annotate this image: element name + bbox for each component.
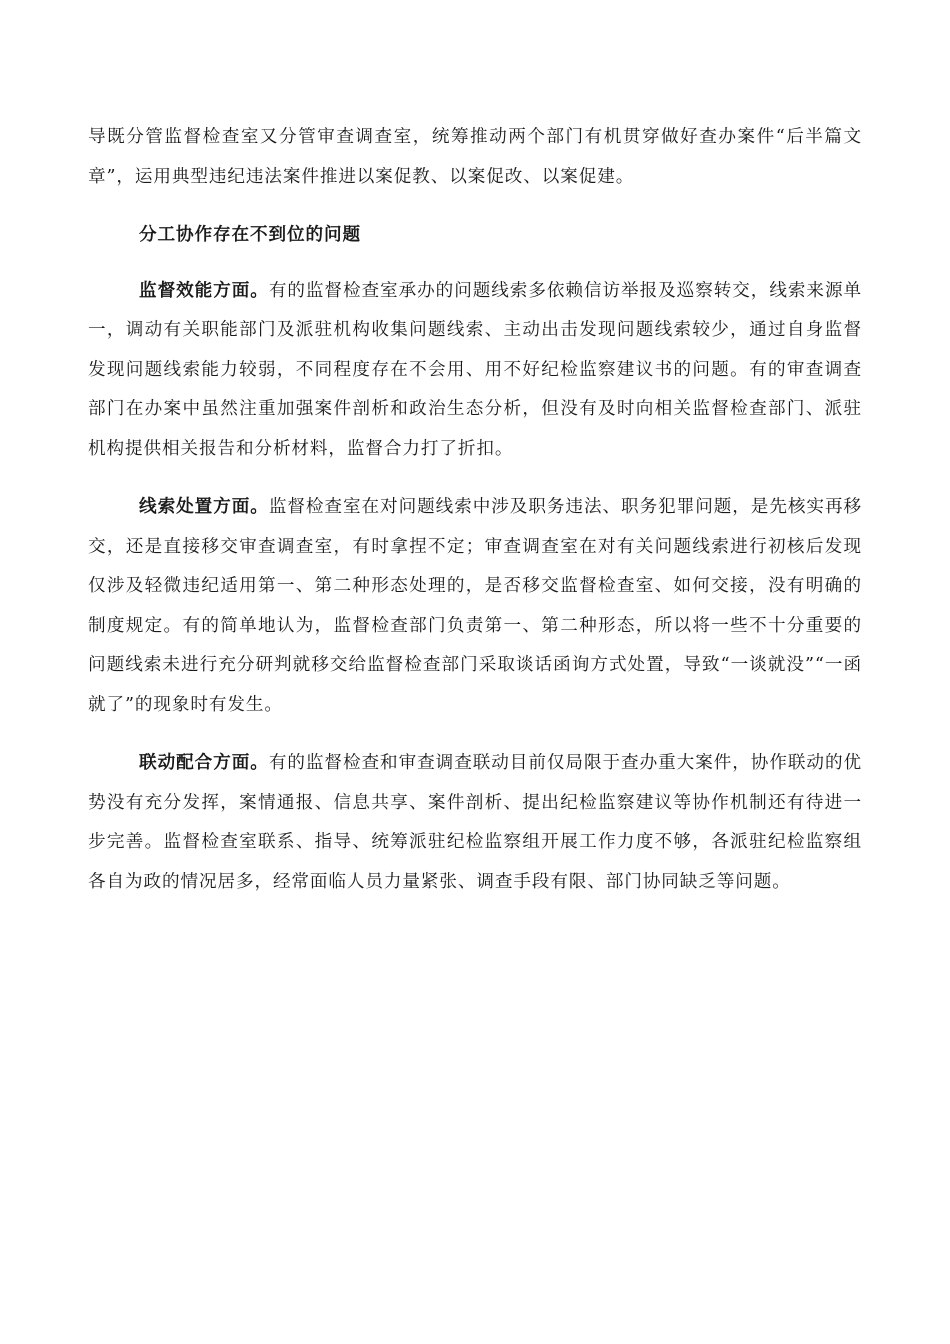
- paragraph-clue-handling: [88, 487, 862, 725]
- paragraph-coordination: [88, 743, 862, 902]
- section-heading: 分工协作存在不到位的问题: [139, 224, 361, 245]
- paragraph-lead: 线索处置方面。: [139, 496, 269, 517]
- paragraph-supervision-efficiency: [88, 271, 862, 470]
- paragraph-body: 有的监督检查室承办的问题线索多依赖信访举报及巡察转交，线索来源单一，调动有关职能部门及派驻机构收集问题线索、主动出击发现问题线索较少，通过自身监督发现问题线索能力较弱，不同程度存在不会用、用不好纪检监察建议书的问题。有的审查调查部门在办案中虽然注重加强案件剖析和政治生态分析，但没有及时向相关监督检查部门、派驻机构提供相关报告和分析材料，监督合力打了折扣。: [88, 280, 862, 459]
- paragraph-body: 有的监督检查和审查调查联动目前仅局限于查办重大案件，协作联动的优势没有充分发挥，案情通报、信息共享、案件剖析、提出纪检监察建议等协作机制还有待进一步完善。监督检查室联系、指导、统筹派驻纪检监察组开展工作力度不够，各派驻纪检监察组各自为政的情况居多，经常面临人员力量紧张、调查手段有限、部门协同缺乏等问题。: [88, 753, 862, 892]
- paragraph-lead: 监督效能方面。: [139, 279, 269, 301]
- paragraph-body: 监督检查室在对问题线索中涉及职务违法、职务犯罪问题，是先核实再移交，还是直接移交审查调查室，有时拿捏不定；审查调查室在对有关问题线索进行初核后发现仅涉及轻微违纪适用第一、第二种形态处理的，是否移交监督检查室、如何交接，没有明确的制度规定。有的简单地认为，监督检查部门负责第一、第二种形态，所以将一些不十分重要的问题线索未进行充分研判就移交给监督检查部门采取谈话函询方式处置，导致“一谈就没”“一函就了”的现象时有发生。: [88, 497, 862, 715]
- paragraph-lead: 联动配合方面。: [139, 752, 269, 773]
- document-page: [88, 118, 862, 920]
- intro-paragraph: 导既分管监督检查室又分管审查调查室，统筹推动两个部门有机贯穿做好查办案件“后半篇文章”，运用典型违纪违法案件推进以案促教、以案促改、以案促建。: [88, 127, 862, 187]
